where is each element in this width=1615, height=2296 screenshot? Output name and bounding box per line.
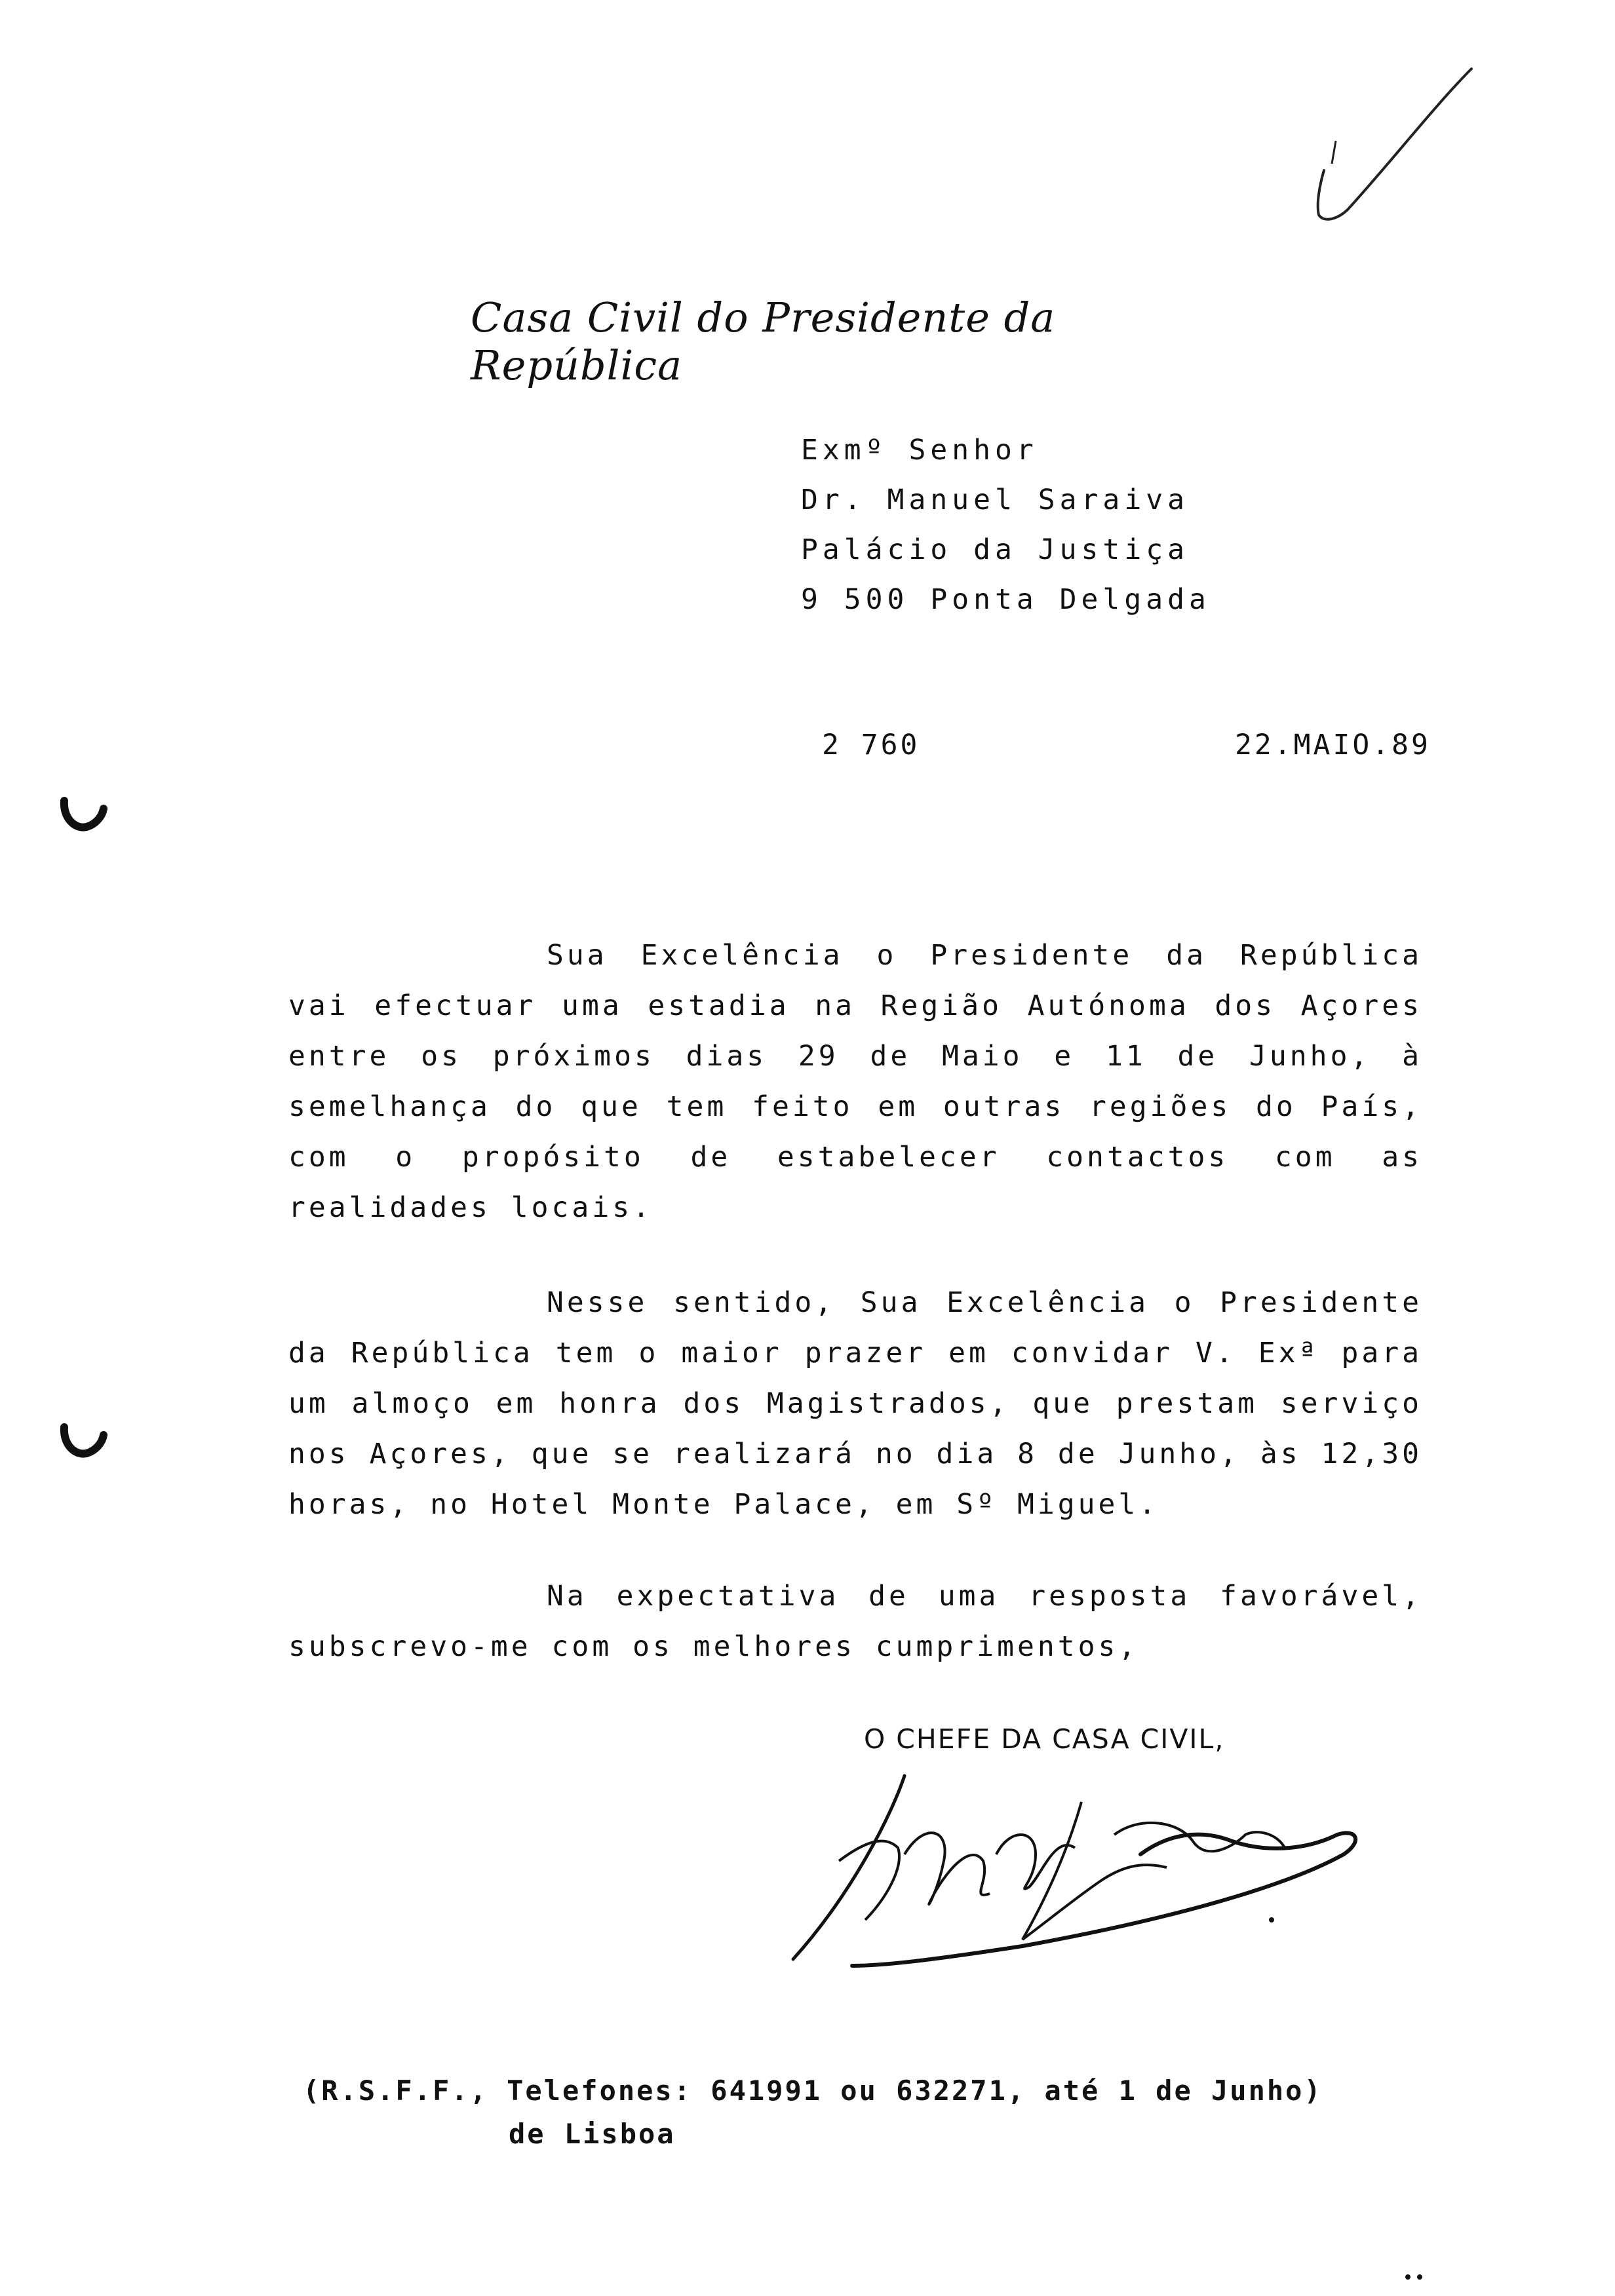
recipient-salutation: Exmº Senhor: [801, 434, 1038, 467]
paragraph-text: Sua Excelência o Presidente da República vai efectuar uma estadia na Região Autónoma dos Açores entre os próximos dias 29 de Maio e 11 de Junho, à semelhança do que tem feito em outras regiões do País, com o propósito de estabelecer contactos com as realidades locais.: [288, 939, 1422, 1224]
paragraph-text: Nesse sentido, Sua Excelência o Presidente da República tem o maior prazer em convidar V. Exª para um almoço em honra dos Magistrados, que prestam serviço nos Açores, que se realizará no dia 8 de Junho, às 12,30 horas, no Hotel Monte Palace, em Sº Miguel.: [288, 1286, 1422, 1521]
closing-title: O CHEFE DA CASA CIVIL,: [864, 1723, 1225, 1755]
footer-contact: (R.S.F.F., Telefones: 641991 ou 632271, até 1 de Junho): [303, 2075, 1323, 2107]
footer-location: de Lisboa: [509, 2118, 676, 2150]
recipient-address-line: Palácio da Justiça: [801, 533, 1189, 566]
signature: [773, 1763, 1390, 1972]
recipient-name: Dr. Manuel Saraiva: [801, 484, 1189, 516]
letter-date: 22.MAIO.89: [1235, 729, 1431, 761]
body-paragraph: [288, 930, 1422, 1233]
recipient-postal-city: 9 500 Ponta Delgada: [801, 583, 1211, 616]
stray-mark-icon: [1403, 2270, 1429, 2284]
paragraph-text: Na expectativa de uma resposta favorável, subscrevo-me com os melhores cumprimentos,: [288, 1580, 1422, 1663]
reference-number: 2 760: [822, 729, 920, 761]
punch-hole-mark-icon: [56, 792, 109, 837]
punch-hole-mark-icon: [56, 1418, 109, 1464]
letterhead: Casa Civil do Presidente da República: [471, 294, 1056, 389]
body-paragraph: [288, 1278, 1422, 1530]
body-paragraph: [288, 1571, 1422, 1672]
